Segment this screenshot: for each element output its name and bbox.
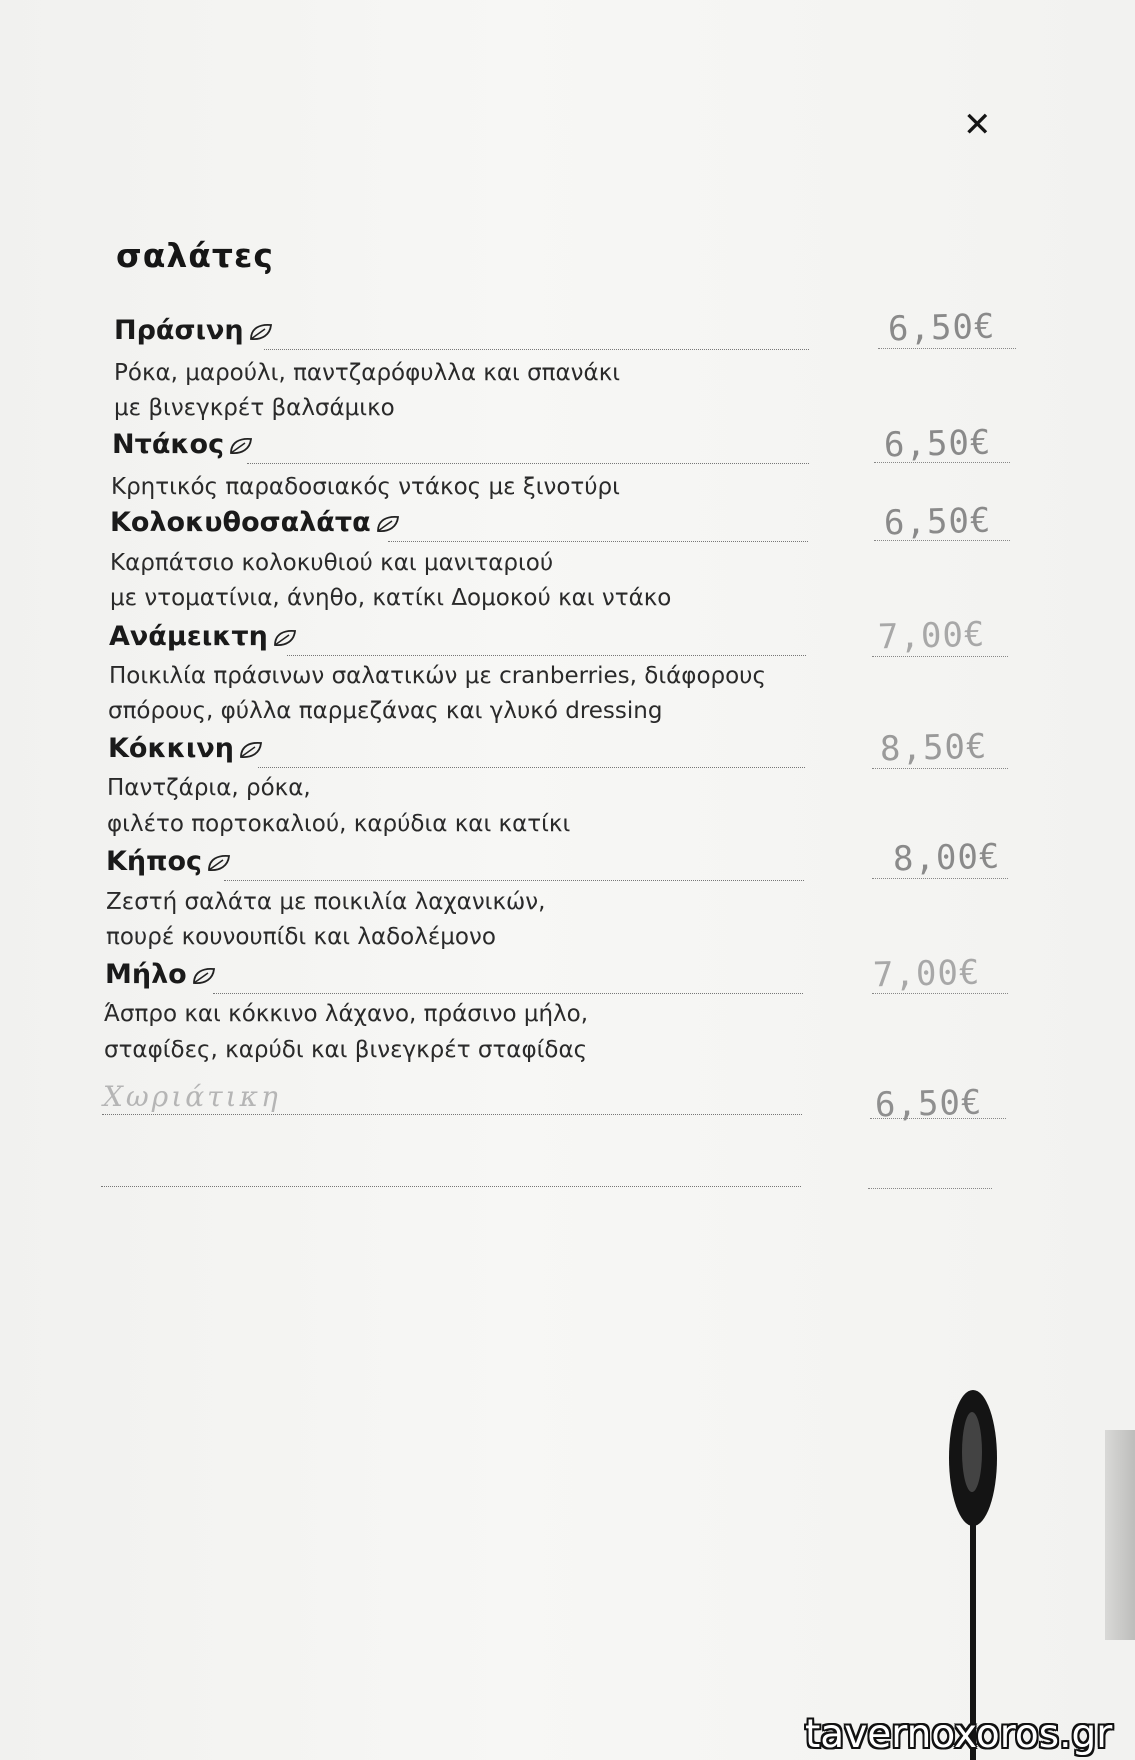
price-leader	[870, 1118, 1006, 1119]
item-price: 6,50€	[883, 500, 992, 544]
item-description: σταφίδες, καρύδι και βινεγκρέτ σταφίδας	[104, 1037, 588, 1063]
item-price: 6,50€	[883, 422, 992, 466]
dotted-leader	[102, 1114, 802, 1115]
empty-dotted-line	[101, 1186, 801, 1187]
item-name: Κήπος	[106, 845, 232, 879]
leaf-icon	[272, 628, 298, 648]
leaf-icon	[248, 322, 274, 342]
menu-item-kokkini	[108, 732, 805, 772]
watermark: tavernoxoros.gr	[805, 1712, 1113, 1757]
item-description: Παντζάρια, ρόκα,	[107, 775, 311, 801]
item-description: Κρητικός παραδοσιακός ντάκος με ξινοτύρι	[111, 474, 620, 500]
dotted-leader	[213, 993, 803, 994]
price-leader	[874, 540, 1010, 541]
leaf-icon	[191, 966, 217, 986]
dotted-leader	[258, 767, 805, 768]
item-description: Καρπάτσιο κολοκυθιού και μανιταριού	[110, 550, 554, 576]
item-description: σπόρους, φύλλα παρμεζάνας και γλυκό dressing	[108, 698, 663, 724]
item-name: Κόκκινη	[108, 732, 264, 766]
leaf-icon	[206, 853, 232, 873]
item-description: με ντοματίνια, άνηθο, κατίκι Δομοκού και ντάκο	[110, 585, 672, 611]
item-name: Πράσινη	[114, 314, 274, 348]
dotted-leader	[224, 880, 804, 881]
item-description: Άσπρο και κόκκινο λάχανο, πράσινο μήλο,	[104, 1001, 589, 1027]
item-description: Ποικιλία πράσινων σαλατικών με cranberries, διάφορους	[109, 663, 766, 689]
menu-item-kipos	[106, 845, 804, 885]
item-description: φιλέτο πορτοκαλιού, καρύδια και κατίκι	[107, 811, 571, 837]
menu-item-anameikti	[109, 620, 806, 660]
item-price: 8,00€	[892, 836, 1001, 880]
dotted-leader	[247, 463, 809, 464]
spoon-illustration	[947, 1390, 999, 1760]
price-leader	[872, 878, 1008, 879]
item-description: Ρόκα, μαρούλι, παντζαρόφυλλα και σπανάκι	[114, 360, 621, 386]
item-price: 7,00€	[872, 952, 981, 996]
item-price: 8,50€	[879, 726, 988, 770]
page-edge-shadow	[1105, 1430, 1135, 1640]
leaf-icon	[238, 740, 264, 760]
dotted-leader	[388, 541, 808, 542]
empty-price-line	[868, 1188, 992, 1189]
price-leader	[872, 656, 1008, 657]
item-name: Ντάκος	[112, 428, 254, 462]
item-name: Μήλο	[105, 958, 217, 992]
item-price: 6,50€	[887, 306, 996, 350]
menu-item-ntakos	[112, 428, 809, 468]
item-name: Κολοκυθοσαλάτα	[110, 506, 401, 540]
menu-item-kolokythosalata	[110, 506, 808, 546]
item-description: Ζεστή σαλάτα με ποικιλία λαχανικών,	[106, 889, 546, 915]
leaf-icon	[228, 436, 254, 456]
price-leader	[874, 462, 1010, 463]
dotted-leader	[264, 349, 809, 350]
item-name: Ανάμεικτη	[109, 620, 298, 654]
menu-item-prasini	[114, 314, 809, 354]
menu-item-milo	[105, 958, 803, 998]
item-description: πουρέ κουνουπίδι και λαδολέμονο	[106, 924, 496, 950]
item-description: με βινεγκρέτ βαλσάμικο	[114, 395, 395, 421]
price-leader	[872, 993, 1008, 994]
price-leader	[878, 348, 1016, 349]
price-leader	[872, 768, 1008, 769]
handwritten-item-name: Χωριάτικη	[103, 1080, 281, 1113]
handwritten-item-price: 6,50€	[874, 1082, 983, 1126]
section-title: σαλάτες	[116, 236, 274, 275]
close-icon[interactable]: ✕	[963, 105, 992, 145]
dotted-leader	[287, 655, 806, 656]
leaf-icon	[375, 514, 401, 534]
item-price: 7,00€	[877, 614, 986, 658]
